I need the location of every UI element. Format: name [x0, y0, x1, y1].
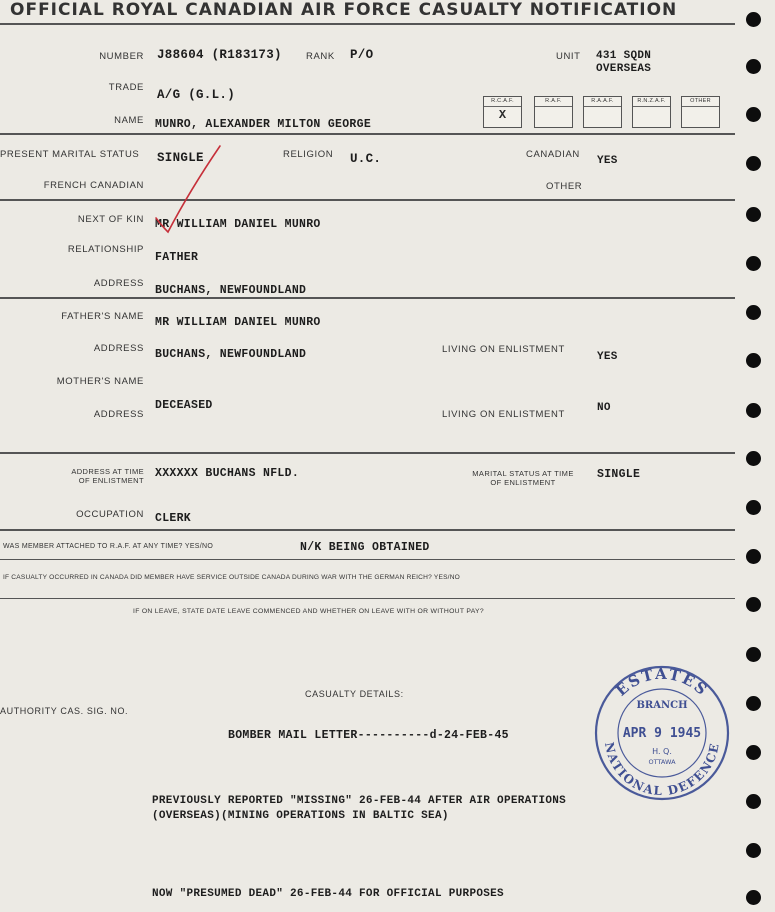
fathers-name-value: MR WILLIAM DANIEL MUNRO — [155, 316, 321, 329]
unit-label: UNIT — [556, 51, 581, 62]
binder-hole — [746, 696, 761, 711]
service-box-other: OTHER — [681, 96, 720, 128]
casualty-details-label: CASUALTY DETAILS: — [305, 689, 404, 699]
religion-value: U.C. — [350, 152, 382, 166]
next-of-kin-label: NEXT OF KIN — [77, 214, 144, 225]
trade-label: TRADE — [108, 82, 144, 93]
attached-raf-label: WAS MEMBER ATTACHED TO R.A.F. AT ANY TIME? YES/NO — [3, 543, 214, 550]
divider — [0, 133, 735, 135]
stamp-branch: BRANCH — [636, 700, 688, 711]
father-living-label: LIVING ON ENLISTMENT — [442, 344, 565, 355]
binder-hole — [746, 403, 761, 418]
mother-living-value: NO — [597, 402, 611, 414]
trade-value: A/G (G.L.) — [157, 88, 236, 102]
casualty-line-1: BOMBER MAIL LETTER----------d-24-FEB-45 — [228, 729, 509, 742]
binder-hole — [746, 207, 761, 222]
father-living-value: YES — [597, 351, 618, 363]
casualty-in-canada-label: IF CASUALTY OCCURRED IN CANADA DID MEMBER HAVE SERVICE OUTSIDE CANADA DURING WAR WITH THE GERMAN REICH? YES/NO — [3, 574, 461, 581]
canadian-label: CANADIAN — [526, 149, 580, 160]
binder-hole — [746, 256, 761, 271]
binder-hole — [746, 12, 761, 27]
rank-value: P/O — [350, 48, 374, 62]
divider — [0, 297, 735, 299]
mothers-address-label: ADDRESS — [93, 409, 144, 420]
service-box-raaf: R.A.A.F. — [583, 96, 622, 128]
binder-hole — [746, 305, 761, 320]
binder-hole — [746, 843, 761, 858]
relationship-label: RELATIONSHIP — [67, 244, 144, 255]
attached-raf-value: N/K BEING OBTAINED — [300, 541, 430, 554]
enlistment-address-value: XXXXXX BUCHANS NFLD. — [155, 467, 300, 480]
binder-hole — [746, 353, 761, 368]
divider — [0, 199, 735, 201]
fathers-address-label: ADDRESS — [93, 343, 144, 354]
marital-status-label: PRESENT MARITAL STATUS — [0, 149, 140, 160]
religion-label: RELIGION — [283, 149, 334, 160]
number-value: J88604 (R183173) — [157, 48, 282, 62]
stamp-city: OTTAWA — [648, 758, 676, 766]
divider — [0, 23, 735, 25]
french-canadian-label: FRENCH CANADIAN — [43, 180, 144, 191]
leave-label: IF ON LEAVE, STATE DATE LEAVE COMMENCED AND WHETHER ON LEAVE WITH OR WITHOUT PAY? — [133, 608, 484, 615]
other-label: OTHER — [546, 181, 583, 192]
binder-hole — [746, 500, 761, 515]
binder-hole — [746, 597, 761, 612]
nok-address-value: BUCHANS, NEWFOUNDLAND — [155, 284, 307, 297]
next-of-kin-value: MR WILLIAM DANIEL MUNRO — [155, 218, 321, 231]
occupation-label: OCCUPATION — [76, 509, 144, 520]
name-value: MUNRO, ALEXANDER MILTON GEORGE — [155, 118, 372, 131]
rank-label: RANK — [306, 51, 335, 62]
stamp-top-text: ESTATES — [612, 664, 712, 700]
fathers-address-value: BUCHANS, NEWFOUNDLAND — [155, 348, 307, 361]
casualty-line-2: PREVIOUSLY REPORTED "MISSING" 26-FEB-44 AFTER AIR OPERATIONS (OVERSEAS)(MINING OPERATIONS IN BALTIC SEA) — [152, 795, 567, 822]
binder-hole — [746, 647, 761, 662]
binder-hole — [746, 107, 761, 122]
fathers-name-label: FATHER'S NAME — [61, 311, 144, 322]
service-box-raf: R.A.F. — [534, 96, 573, 128]
enlistment-address-label: ADDRESS AT TIME OF ENLISTMENT — [71, 467, 144, 485]
mothers-address-value: DECEASED — [155, 399, 213, 412]
number-label: NUMBER — [99, 51, 144, 62]
service-box-rnzaf: R.N.Z.A.F. — [632, 96, 671, 128]
casualty-line-3: NOW "PRESUMED DEAD" 26-FEB-44 FOR OFFICIAL PURPOSES — [152, 888, 504, 900]
divider — [0, 559, 735, 560]
name-label: NAME — [114, 115, 144, 126]
stamp-bottom-text: NATIONAL DEFENCE — [601, 740, 722, 799]
form-title: OFFICIAL ROYAL CANADIAN AIR FORCE CASUALTY NOTIFICATION — [10, 0, 678, 20]
binder-hole — [746, 794, 761, 809]
enlistment-marital-value: SINGLE — [597, 468, 641, 481]
divider — [0, 529, 735, 531]
nok-address-label: ADDRESS — [93, 278, 144, 289]
canadian-value: YES — [597, 155, 618, 167]
occupation-value: CLERK — [155, 512, 192, 525]
marital-status-value: SINGLE — [157, 151, 204, 165]
relationship-value: FATHER — [155, 251, 199, 264]
authority-label: AUTHORITY CAS. SIG. NO. — [0, 706, 129, 716]
mothers-name-label: MOTHER'S NAME — [56, 376, 144, 387]
divider — [0, 452, 735, 454]
binder-hole — [746, 745, 761, 760]
binder-hole — [746, 890, 761, 905]
binder-hole — [746, 59, 761, 74]
binder-hole — [746, 156, 761, 171]
mother-living-label: LIVING ON ENLISTMENT — [442, 409, 565, 420]
stamp-date: APR 9 1945 — [622, 726, 702, 741]
service-box-rcaf: R.C.A.F. X — [483, 96, 522, 128]
check-mark-icon — [150, 140, 230, 240]
binder-hole — [746, 549, 761, 564]
divider — [0, 598, 735, 599]
enlistment-marital-label: MARITAL STATUS AT TIME OF ENLISTMENT — [472, 469, 574, 487]
svg-text:ESTATES — [612, 665, 712, 700]
unit-value: 431 SQDN OVERSEAS — [596, 50, 652, 75]
estates-branch-stamp — [593, 664, 731, 802]
stamp-hq: H. Q. — [652, 747, 672, 756]
binder-hole — [746, 451, 761, 466]
